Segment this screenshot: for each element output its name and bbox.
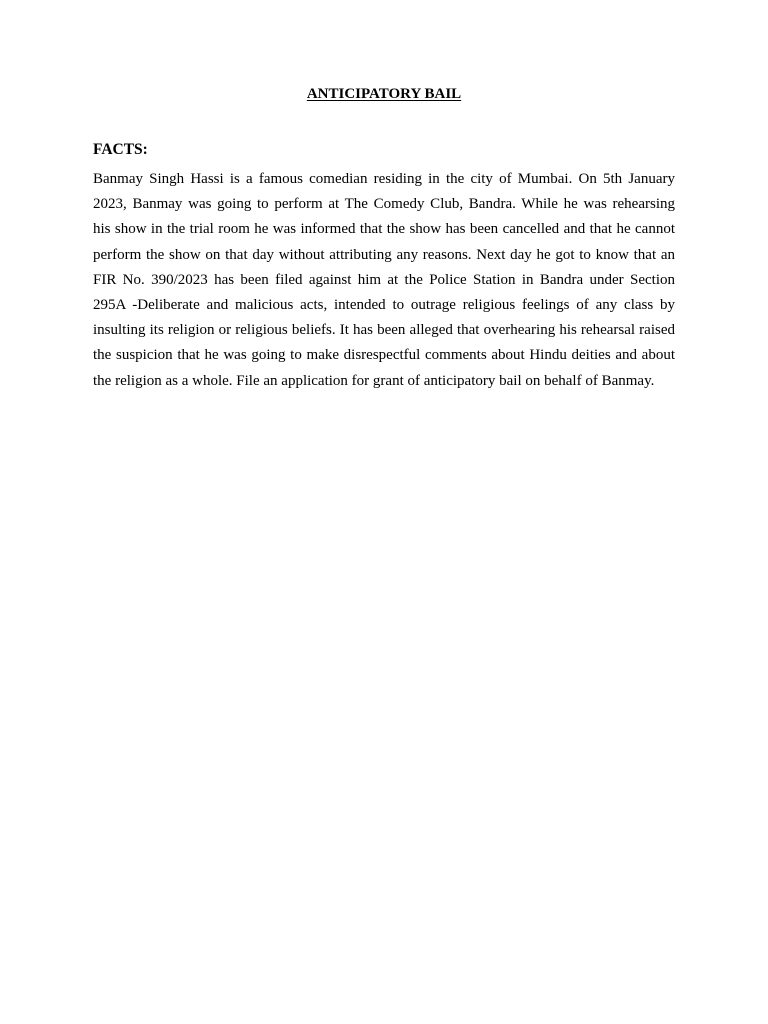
paragraph-line: perform the show on that day without attributing any reasons. Next day he got to know that an (93, 246, 675, 263)
document-title: ANTICIPATORY BAIL (306, 86, 462, 102)
paragraph-line: 295A -Deliberate and malicious acts, intended to outrage religious feelings of any class by (93, 297, 675, 314)
paragraph-line: the religion as a whole. File an application for grant of anticipatory bail on behalf of Banmay. (93, 372, 655, 389)
paragraph-line: the suspicion that he was going to make disrespectful comments about Hindu deities and about (93, 347, 675, 364)
facts-paragraph (93, 167, 675, 394)
paragraph-line: 2023, Banmay was going to perform at The Comedy Club, Bandra. While he was rehearsing (93, 196, 675, 213)
paragraph-line: his show in the trial room he was informed that the show has been cancelled and that he cannot (93, 221, 675, 238)
paragraph-line: insulting its religion or religious beliefs. It has been alleged that overhearing his rehearsal raised (93, 322, 675, 339)
paragraph-line: Banmay Singh Hassi is a famous comedian residing in the city of Mumbai. On 5th January (93, 171, 675, 187)
facts-heading: FACTS: (93, 141, 148, 158)
paragraph-line: FIR No. 390/2023 has been filed against him at the Police Station in Bandra under Section (93, 271, 675, 288)
